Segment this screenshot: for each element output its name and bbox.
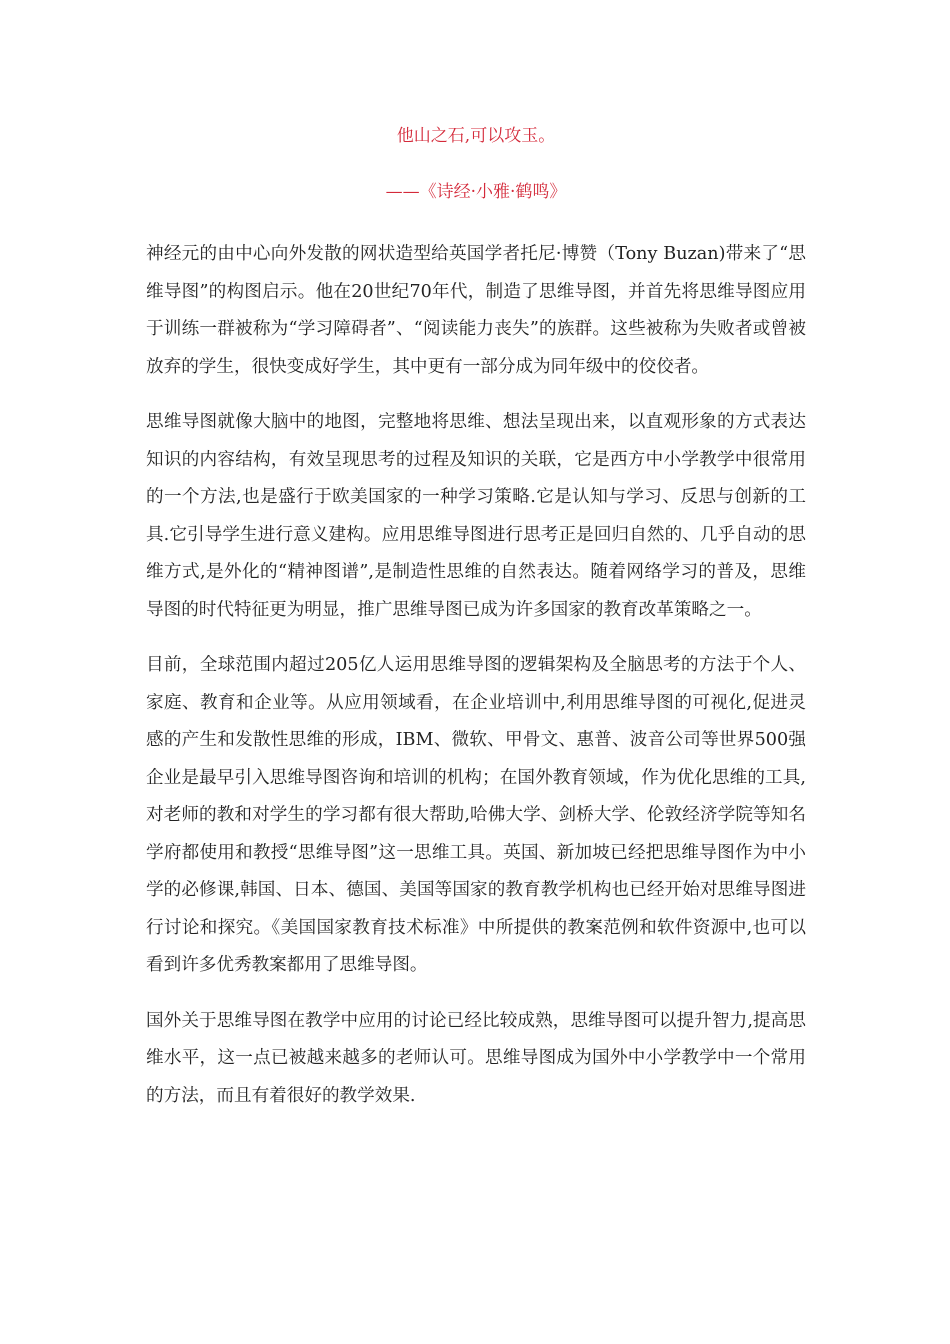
- epigraph-quote: 他山之石,可以攻玉。: [396, 126, 556, 146]
- paragraph-1: 神经元的由中心向外发散的网状造型给英国学者托尼·博赞（Tony Buzan)带来了“思维导图”的构图启示。他在20世纪70年代，制造了思维导图，并首先将思维导图应用于训练一群被称为“学习障碍者”、“阅读能力丧失”的族群。这些被称为失败者或曾被放弃的学生，很快变成好学生，其中更有一部分成为同年级中的佼佼者。: [146, 244, 806, 377]
- paragraph-2: 思维导图就像大脑中的地图，完整地将思维、想法呈现出来，以直观形象的方式表达知识的内容结构，有效呈现思考的过程及知识的关联，它是西方中小学教学中很常用的一个方法,也是盛行于欧美国家的一种学习策略.它是认知与学习、反思与创新的工具.它引导学生进行意义建构。应用思维导图进行思考正是回归自然的、几乎自动的思维方式,是外化的“精神图谱”,是制造性思维的自然表达。随着网络学习的普及，思维导图的时代特征更为明显，推广思维导图已成为许多国家的教育改革策略之一。: [146, 412, 806, 620]
- paragraph-3: 目前，全球范围内超过205亿人运用思维导图的逻辑架构及全脑思考的方法于个人、家庭、教育和企业等。从应用领域看，在企业培训中,利用思维导图的可视化,促进灵感的产生和发散性思维的形成，IBM、微软、甲骨文、惠普、波音公司等世界500强企业是最早引入思维导图咨询和培训的机构；在国外教育领域，作为优化思维的工具,对老师的教和对学生的学习都有很大帮助,哈佛大学、剑桥大学、伦敦经济学院等知名学府都使用和教授“思维导图”这一思维工具。英国、新加坡已经把思维导图作为中小学的必修课,韩国、日本、德国、美国等国家的教育教学机构也已经开始对思维导图进行讨论和探究。《美国国家教育技术标准》中所提供的教案范例和软件资源中,也可以看到许多优秀教案都用了思维导图。: [146, 655, 806, 975]
- document-page: [146, 122, 806, 1133]
- epigraph-attribution: ——《诗经·小雅·鹤鸣》: [385, 182, 567, 202]
- paragraph-4: 国外关于思维导图在教学中应用的讨论已经比较成熟，思维导图可以提升智力,提高思维水平，这一点已被越来越多的老师认可。思维导图成为国外中小学教学中一个常用的方法，而且有着很好的教学效果.: [146, 1010, 806, 1106]
